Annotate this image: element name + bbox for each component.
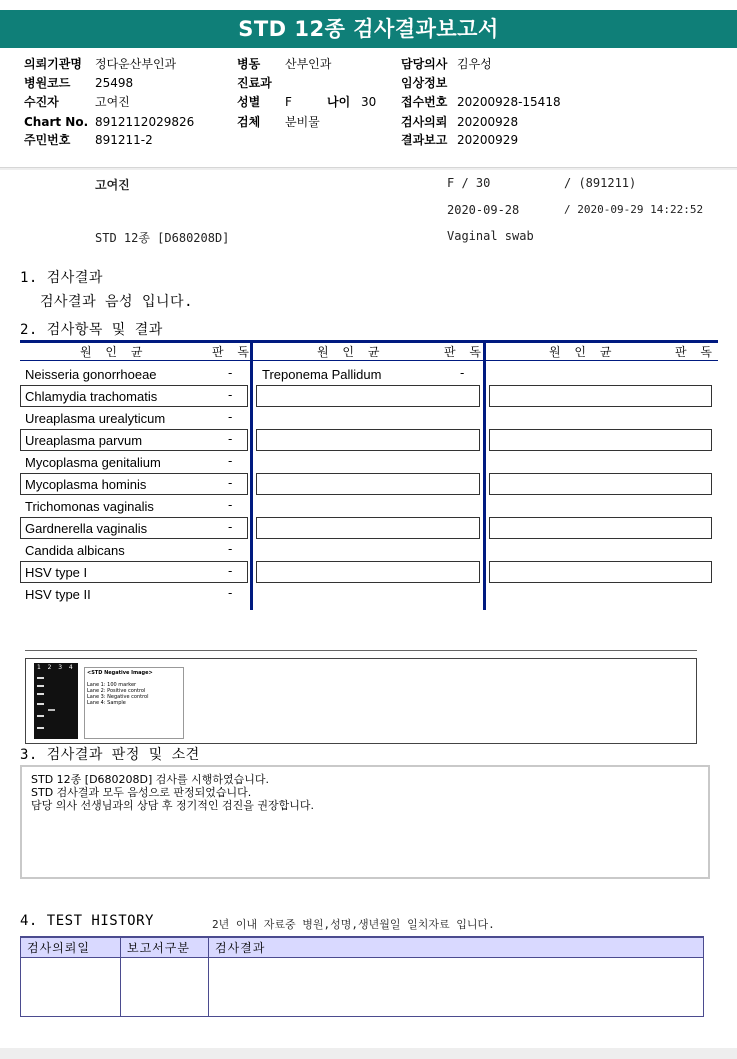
report-header-sheet bbox=[0, 0, 737, 168]
header-sex: 성별 F bbox=[237, 95, 292, 109]
header-receipt-no: 접수번호 20200928-15418 bbox=[401, 95, 561, 109]
patient-name: 고여진 bbox=[95, 178, 130, 192]
organism-name: Mycoplasma genitalium bbox=[25, 455, 161, 470]
history-table bbox=[20, 936, 704, 1017]
gel-electrophoresis-image bbox=[34, 663, 78, 739]
result-summary: 검사결과 음성 입니다. bbox=[40, 294, 194, 310]
patient-request-date: 2020-09-28 bbox=[447, 203, 520, 217]
organism-result: - bbox=[228, 564, 233, 578]
grid-header-organism-1: 원 인 균 bbox=[80, 345, 148, 359]
row-box bbox=[489, 429, 712, 451]
patient-birth: / (891211) bbox=[564, 176, 637, 190]
gel-legend-line: Lane 3: Negative control bbox=[87, 694, 149, 700]
organism-result: - bbox=[460, 366, 465, 380]
header-department: 진료과 bbox=[237, 76, 272, 90]
organism-result: - bbox=[228, 366, 233, 380]
patient-test-name: STD 12종 [D680208D] bbox=[95, 231, 230, 245]
section-2-title: 2. 검사항목 및 결과 bbox=[20, 322, 163, 338]
organism-result: - bbox=[228, 410, 233, 424]
header-ward: 병동 산부인과 bbox=[237, 57, 332, 71]
row-box bbox=[256, 429, 480, 451]
grid-header-judgment-3: 판 독 bbox=[675, 345, 717, 359]
organism-name: HSV type II bbox=[25, 587, 91, 602]
organism-result: - bbox=[228, 388, 233, 402]
row-box bbox=[489, 385, 712, 407]
header-request-date: 검사의뢰 20200928 bbox=[401, 115, 519, 129]
organism-name: Chlamydia trachomatis bbox=[25, 389, 158, 404]
row-box bbox=[489, 473, 712, 495]
grid-divider-2 bbox=[483, 340, 486, 610]
organism-name: Ureaplasma urealyticum bbox=[25, 411, 166, 426]
gel-legend-line: Lane 1: 100 marker bbox=[87, 682, 137, 688]
grid-divider-1 bbox=[250, 340, 253, 610]
history-cell bbox=[21, 958, 121, 1017]
findings-line: STD 12종 [D680208D] 검사를 시행하였습니다. bbox=[31, 773, 270, 786]
section-3-title: 3. 검사결과 판정 및 소견 bbox=[20, 747, 200, 763]
grid-header-judgment-2: 판 독 bbox=[444, 345, 486, 359]
history-col-result: 검사결과 bbox=[209, 937, 704, 958]
grid-header-organism-3: 원 인 균 bbox=[549, 345, 617, 359]
header-age: 나이 30 bbox=[327, 95, 377, 109]
row-box bbox=[256, 473, 480, 495]
grid-header-organism-2: 원 인 균 bbox=[317, 345, 385, 359]
header-doctor: 담당의사 김우성 bbox=[401, 57, 492, 71]
organism-name: Trichomonas vaginalis bbox=[25, 499, 154, 514]
row-box bbox=[489, 561, 712, 583]
organism-name: HSV type I bbox=[25, 565, 88, 580]
history-note: 2년 이내 자료중 병원,성명,생년월일 일치자료 입니다. bbox=[212, 918, 495, 931]
findings-box bbox=[20, 765, 710, 879]
header-report-date: 결과보고 20200929 bbox=[401, 133, 519, 147]
header-hospital-name: 의뢰기관명 정다운산부인과 bbox=[24, 57, 177, 71]
organism-result: - bbox=[228, 520, 233, 534]
header-specimen: 검체 분비물 bbox=[237, 115, 320, 129]
organism-result: - bbox=[228, 476, 233, 490]
organism-name: Ureaplasma parvum bbox=[25, 433, 143, 448]
report-title: STD 12종 검사결과보고서 bbox=[0, 10, 737, 48]
organism-result: - bbox=[228, 586, 233, 600]
header-clinical-info: 임상정보 bbox=[401, 76, 448, 90]
row-box bbox=[256, 517, 480, 539]
patient-specimen: Vaginal swab bbox=[447, 229, 534, 243]
grid-header-judgment-1: 판 독 bbox=[212, 345, 254, 359]
organism-name: Gardnerella vaginalis bbox=[25, 521, 148, 536]
gel-legend-line: Lane 2: Positive control bbox=[87, 688, 146, 694]
organism-result: - bbox=[228, 454, 233, 468]
patient-report-datetime: / 2020-09-29 14:22:52 bbox=[564, 203, 704, 216]
history-cell bbox=[121, 958, 209, 1017]
organism-result: - bbox=[228, 498, 233, 512]
patient-sex-age: F / 30 bbox=[447, 176, 491, 190]
row-box bbox=[489, 517, 712, 539]
header-resident-no: 주민번호 891211-2 bbox=[24, 133, 153, 147]
gel-legend-title: <STD Negative Image> bbox=[87, 670, 153, 676]
gel-legend-line: Lane 4: Sample bbox=[87, 700, 126, 706]
header-hospital-code: 병원코드 25498 bbox=[24, 76, 134, 90]
history-col-request-date: 검사의뢰일 bbox=[21, 937, 121, 958]
row-box bbox=[256, 561, 480, 583]
history-col-report-type: 보고서구분 bbox=[121, 937, 209, 958]
header-chart-no: Chart No. 8912112029826 bbox=[24, 115, 195, 129]
organism-result: - bbox=[228, 542, 233, 556]
report-body bbox=[0, 170, 737, 1048]
organism-name: Mycoplasma hominis bbox=[25, 477, 147, 492]
history-cell bbox=[209, 958, 704, 1017]
findings-line: STD 검사결과 모두 음성으로 판정되었습니다. bbox=[31, 786, 252, 799]
grid-header-rule bbox=[20, 360, 718, 361]
organism-name: Candida albicans bbox=[25, 543, 125, 558]
findings-line: 담당 의사 선생님과의 상담 후 정기적인 검진을 권장합니다. bbox=[31, 799, 314, 812]
gel-image-panel bbox=[25, 658, 697, 744]
gel-legend bbox=[84, 667, 184, 739]
row-box bbox=[256, 385, 480, 407]
organism-name: Treponema Pallidum bbox=[262, 367, 382, 382]
organism-name: Neisseria gonorrhoeae bbox=[25, 367, 157, 382]
gel-lane-numbers: 1 2 3 4 bbox=[37, 664, 74, 671]
organism-result: - bbox=[228, 432, 233, 446]
image-rule bbox=[25, 650, 697, 651]
section-4-title: 4. TEST HISTORY bbox=[20, 913, 154, 929]
section-1-title: 1. 검사결과 bbox=[20, 270, 103, 286]
header-patient: 수진자 고여진 bbox=[24, 95, 130, 109]
